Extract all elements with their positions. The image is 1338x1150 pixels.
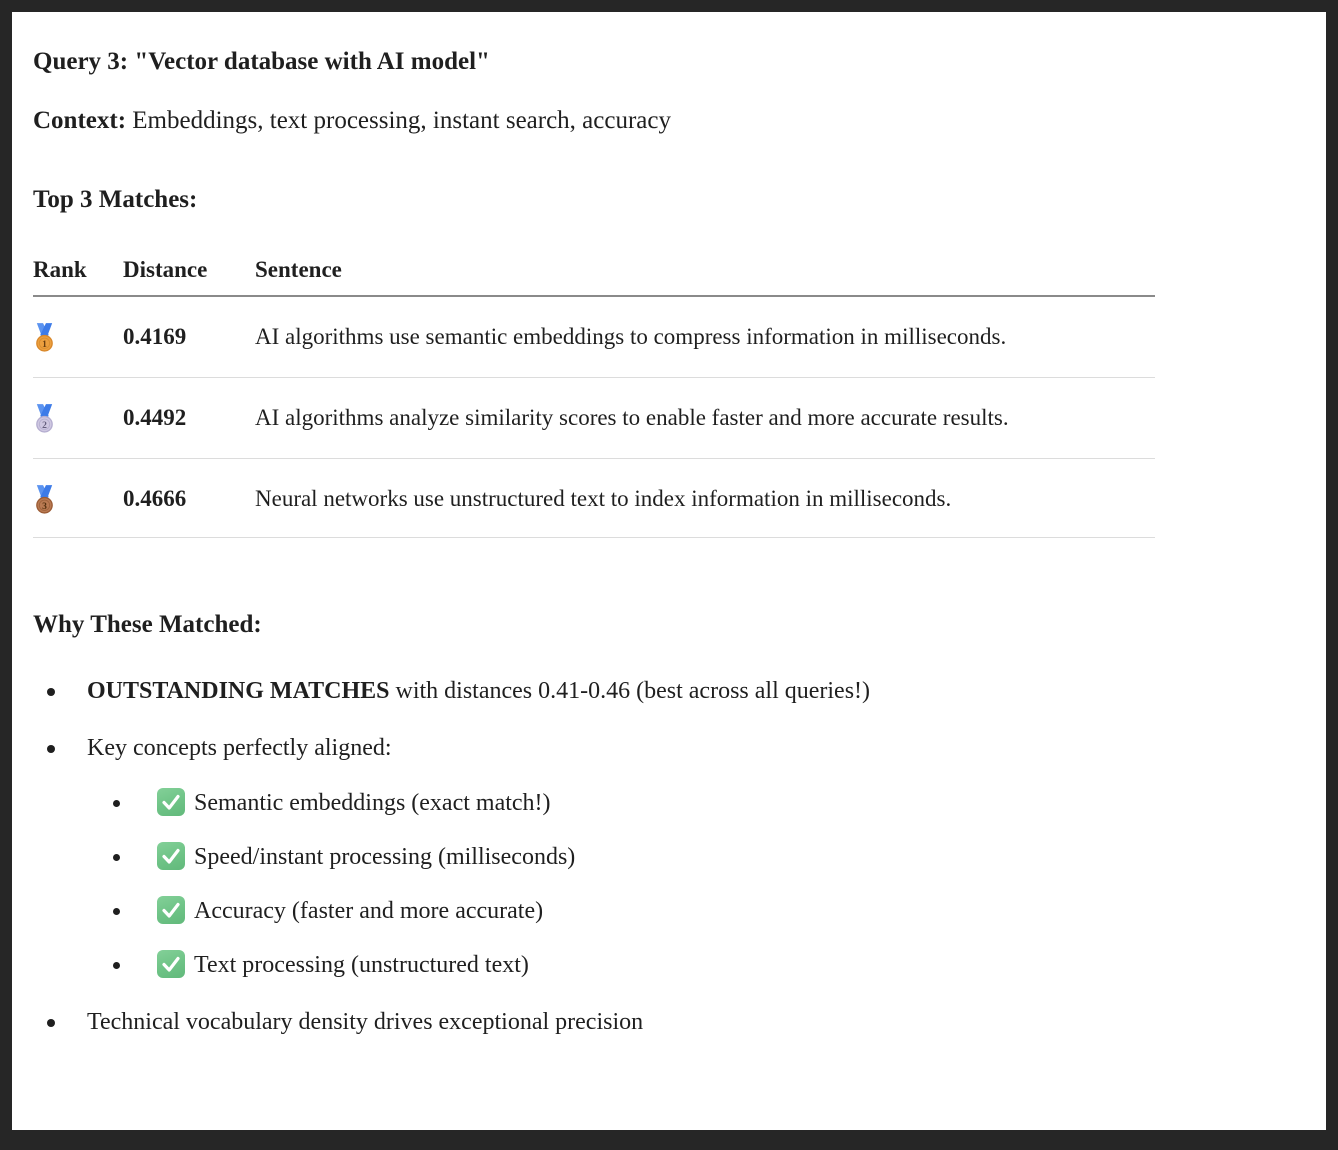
first-place-medal-icon — [33, 323, 56, 352]
sentence-text: AI algorithms analyze similarity scores to enable faster and more accurate results. — [255, 378, 1155, 459]
outstanding-rest-text: with distances 0.41-0.46 (best across all queries!) — [389, 678, 871, 704]
context-text: Embeddings, text processing, instant search, accuracy — [126, 107, 671, 134]
list-item — [87, 841, 1306, 874]
table-row — [33, 459, 1155, 538]
distance-column-header: Distance — [123, 256, 255, 296]
key-concepts-label: Key concepts perfectly aligned: — [87, 735, 392, 761]
list-item — [87, 895, 1306, 928]
matches-table — [33, 256, 1155, 538]
checked-item-text: Speed/instant processing (milliseconds) — [194, 844, 576, 870]
checked-item-text: Text processing (unstructured text) — [194, 952, 529, 978]
second-place-medal-icon — [33, 404, 56, 433]
context-label: Context: — [33, 107, 127, 134]
check-mark-icon — [157, 788, 185, 816]
sentence-text: Neural networks use unstructured text to index information in milliseconds. — [255, 459, 1155, 538]
third-place-medal-icon — [33, 485, 56, 514]
distance-value: 0.4169 — [123, 296, 255, 378]
table-row — [33, 378, 1155, 459]
context-line — [33, 104, 1306, 137]
bullet-outstanding — [33, 675, 1306, 708]
bullet-technical — [33, 1006, 1306, 1039]
svg-text:3: 3 — [42, 501, 47, 513]
why-heading: Why These Matched: — [33, 611, 262, 638]
matches-heading: Top 3 Matches: — [33, 186, 198, 213]
distance-value: 0.4666 — [123, 459, 255, 538]
table-row — [33, 296, 1155, 378]
query-title: Query 3: "Vector database with AI model" — [33, 48, 490, 75]
checked-item-text: Accuracy (faster and more accurate) — [194, 898, 544, 924]
outstanding-bold-text: OUTSTANDING MATCHES — [87, 678, 390, 704]
document-page — [12, 12, 1326, 1130]
check-mark-icon — [157, 950, 185, 978]
rank-column-header: Rank — [33, 256, 123, 296]
svg-text:1: 1 — [42, 339, 47, 351]
checked-item-text: Semantic embeddings (exact match!) — [194, 790, 551, 816]
sentence-column-header: Sentence — [255, 256, 1155, 296]
list-item — [87, 787, 1306, 820]
table-header-row — [33, 256, 1155, 296]
key-concepts-sub-list — [87, 787, 1306, 982]
check-mark-icon — [157, 842, 185, 870]
bullet-key-concepts — [33, 732, 1306, 982]
technical-point-text: Technical vocabulary density drives exceptional precision — [87, 1009, 644, 1035]
sentence-text: AI algorithms use semantic embeddings to compress information in milliseconds. — [255, 296, 1155, 378]
why-list — [33, 675, 1306, 1039]
distance-value: 0.4492 — [123, 378, 255, 459]
svg-text:2: 2 — [42, 420, 47, 432]
list-item — [87, 949, 1306, 982]
check-mark-icon — [157, 896, 185, 924]
